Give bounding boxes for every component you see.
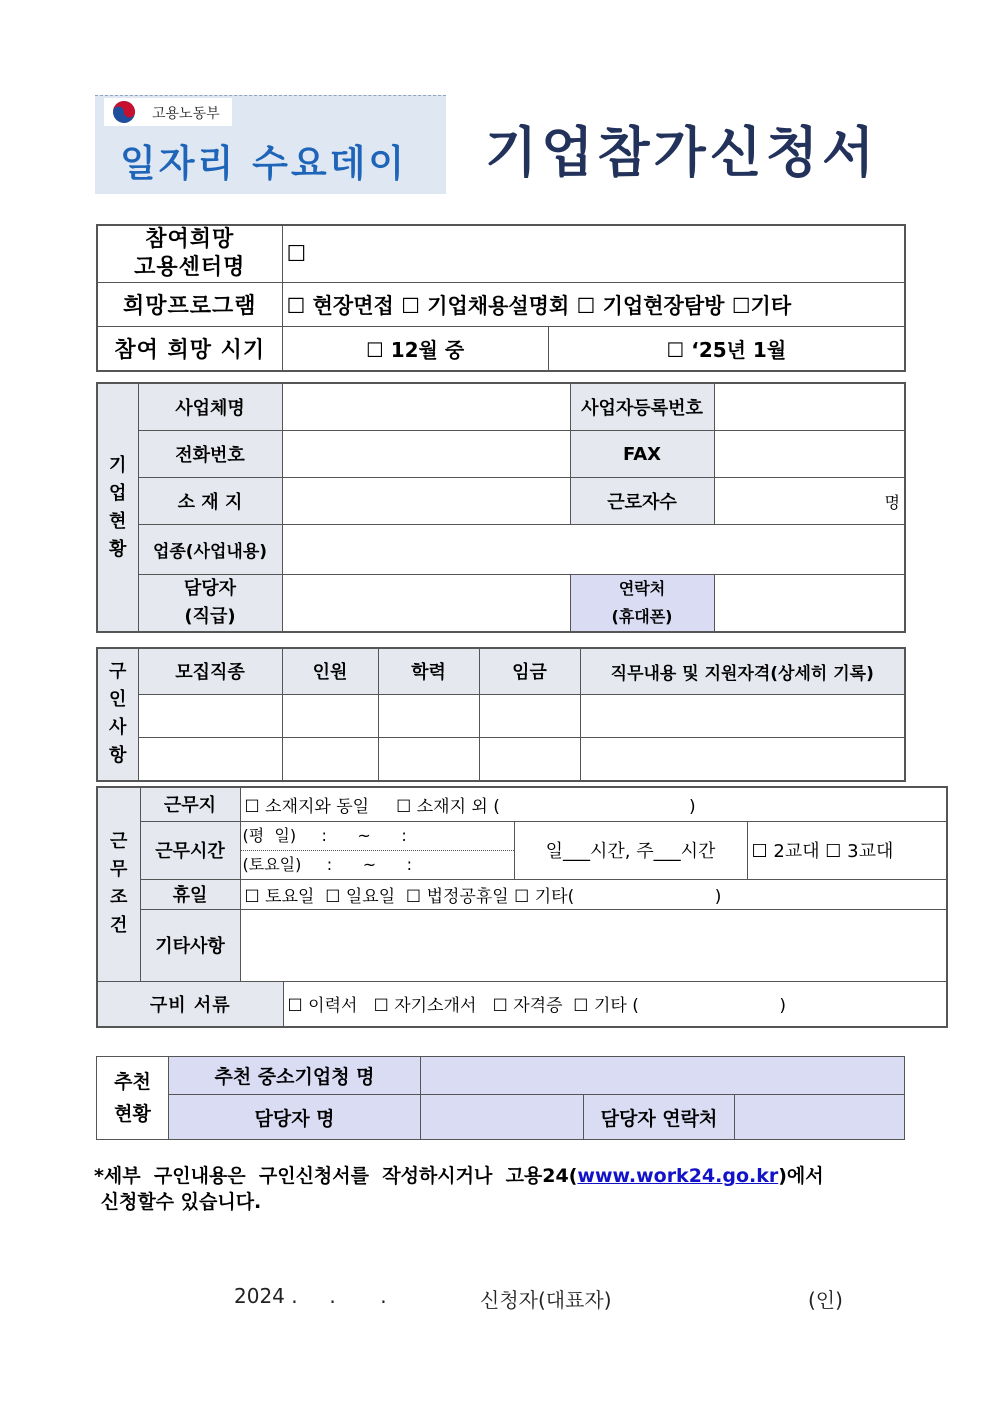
- note: [94, 1163, 904, 1215]
- agency-field[interactable]: [421, 1057, 905, 1095]
- program-options[interactable]: ☐ 현장면접 ☐ 기업채용설명회 ☐ 기업현장탐방 ☐기타: [282, 283, 905, 327]
- job-cell[interactable]: [282, 737, 378, 781]
- col-edu: 학력: [378, 648, 479, 694]
- shift-options[interactable]: ☐ 2교대 ☐ 3교대: [747, 821, 947, 879]
- job-cell[interactable]: [580, 694, 905, 737]
- program-table: [96, 224, 906, 372]
- program-label: 희망프로그램: [97, 283, 282, 327]
- job-cell[interactable]: [138, 737, 282, 781]
- etc-field[interactable]: [240, 909, 947, 981]
- note-text: *세부 구인내용은 구인신청서를 작성하시거나 고용24(: [94, 1165, 578, 1187]
- conditions-section-label: 근 무 조 건: [97, 787, 140, 981]
- job-cell[interactable]: [479, 737, 580, 781]
- agency-label: 추천 중소기업청 명: [169, 1057, 421, 1095]
- docs-options[interactable]: ☐ 이력서 ☐ 자기소개서 ☐ 자격증 ☐ 기타 ( ): [283, 981, 947, 1027]
- company-name-field[interactable]: [282, 383, 570, 431]
- page-title: 기업참가신청서: [485, 121, 879, 184]
- company-name-label: 사업체명: [138, 383, 282, 431]
- rec-contact-label: 담당자 연락처: [584, 1095, 735, 1140]
- address-label: 소 재 지: [138, 478, 282, 525]
- manager-field[interactable]: [282, 575, 570, 633]
- jobs-table: [96, 647, 906, 782]
- phone-field[interactable]: [282, 431, 570, 478]
- center-input[interactable]: ☐: [282, 225, 905, 283]
- job-cell[interactable]: [378, 737, 479, 781]
- contact-field[interactable]: [714, 575, 905, 633]
- col-wage: 임금: [479, 648, 580, 694]
- jobs-section-label: 구 인 사 항: [97, 648, 138, 781]
- period-label: 참여 희망 시기: [97, 327, 282, 371]
- address-field[interactable]: [282, 478, 570, 525]
- job-cell[interactable]: [580, 737, 905, 781]
- job-cell[interactable]: [282, 694, 378, 737]
- workers-label: 근로자수: [570, 478, 714, 525]
- period-option-december[interactable]: ☐ 12월 중: [282, 327, 548, 371]
- subtitle: 일자리 수요데이: [120, 142, 408, 185]
- conditions-table: [96, 786, 948, 1028]
- footer-date[interactable]: 2024 . . .: [234, 1284, 387, 1308]
- ministry-logo: [104, 98, 232, 126]
- place-label: 근무지: [140, 787, 240, 821]
- rec-manager-label: 담당자 명: [169, 1095, 421, 1140]
- note-line2: 신청할수 있습니다.: [94, 1191, 262, 1213]
- docs-label: 구비 서류: [97, 981, 283, 1027]
- contact-label: 연락처 (휴대폰): [570, 575, 714, 633]
- recommend-section-label: 추천 현황: [97, 1057, 169, 1140]
- regno-label: 사업자등록번호: [570, 383, 714, 431]
- col-job: 모집직종: [138, 648, 282, 694]
- col-desc: 직무내용 및 지원자격(상세히 기록): [580, 648, 905, 694]
- saturday-hours[interactable]: (토요일) : ~ :: [242, 854, 413, 874]
- place-options[interactable]: ☐ 소재지와 동일 ☐ 소재지 외 ( ): [240, 787, 947, 821]
- industry-field[interactable]: [282, 525, 905, 575]
- fax-label: FAX: [570, 431, 714, 478]
- weekday-hours[interactable]: (평 일) : ~ :: [241, 822, 514, 851]
- rec-contact-field[interactable]: [735, 1095, 905, 1140]
- etc-label: 기타사항: [140, 909, 240, 981]
- taeguk-icon: [104, 98, 144, 126]
- col-count: 인원: [282, 648, 378, 694]
- industry-label: 업종(사업내용): [138, 525, 282, 575]
- hours-times[interactable]: [240, 821, 514, 879]
- recommend-table: [96, 1056, 905, 1140]
- company-table: [96, 382, 906, 633]
- center-label: 참여희망 고용센터명: [97, 225, 282, 283]
- regno-field[interactable]: [714, 383, 905, 431]
- holiday-options[interactable]: ☐ 토요일 ☐ 일요일 ☐ 법정공휴일 ☐ 기타( ): [240, 879, 947, 909]
- company-section-label: 기 업 현 황: [97, 383, 138, 632]
- rec-manager-field[interactable]: [421, 1095, 584, 1140]
- manager-label: 담당자 (직급): [138, 575, 282, 633]
- holiday-label: 휴일: [140, 879, 240, 909]
- footer-seal[interactable]: (인): [808, 1288, 843, 1312]
- workers-field[interactable]: 명: [714, 478, 905, 525]
- job-cell[interactable]: [138, 694, 282, 737]
- job-cell[interactable]: [378, 694, 479, 737]
- work24-link[interactable]: www.work24.go.kr: [577, 1165, 779, 1187]
- footer-applicant: 신청자(대표자): [480, 1288, 612, 1312]
- days-hours[interactable]: 일___시간, 주___시간: [514, 821, 747, 879]
- job-cell[interactable]: [479, 694, 580, 737]
- fax-field[interactable]: [714, 431, 905, 478]
- ministry-name: 고용노동부: [152, 106, 220, 122]
- phone-label: 전화번호: [138, 431, 282, 478]
- period-option-january[interactable]: ☐ ‘25년 1월: [548, 327, 905, 371]
- hours-label: 근무시간: [140, 821, 240, 879]
- note-text-after: )에서: [778, 1165, 824, 1187]
